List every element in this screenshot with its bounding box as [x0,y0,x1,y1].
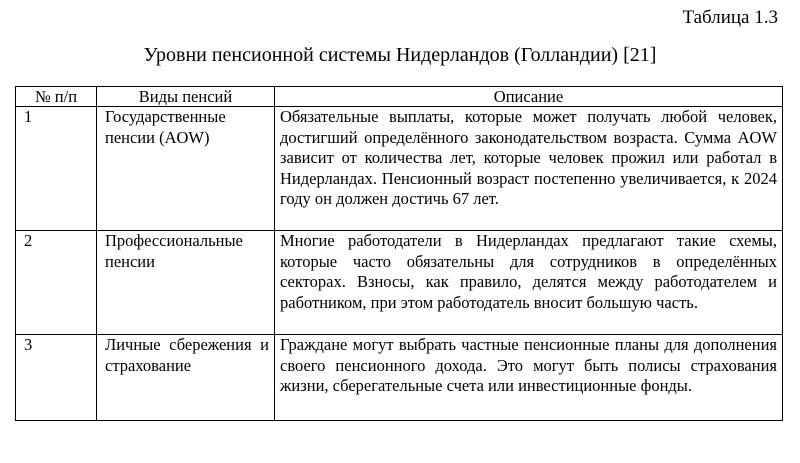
pension-levels-table [15,86,783,421]
row-num: 1 [16,107,97,231]
row-description: Обязательные выплаты, которые может получать любой человек, достигший определённого законодательством возраста. Сумма AOW зависит от количества лет, которые человек прожил или работал в Нидерландах. Пенсионный возраст постепенно увеличивается, к 2024 году он должен достичь 67 лет. [275,107,783,231]
header-kind: Виды пенсий [97,87,275,107]
row-num: 2 [16,231,97,335]
table-row [16,231,783,335]
header-description: Описание [275,87,783,107]
table-header-row [16,87,783,107]
header-num: № п/п [16,87,97,107]
row-description: Многие работодатели в Нидерландах предлагают такие схемы, которые часто обязательны для сотрудников в определённых секторах. Взносы, как правило, делятся между работодателем и работником, при этом работодатель вносит большую часть. [275,231,783,335]
row-num: 3 [16,335,97,421]
row-kind: Государственные пенсии (AOW) [97,107,275,231]
row-kind: Личные сбережения и страхование [97,335,275,421]
row-description: Граждане могут выбрать частные пенсионные планы для дополнения своего пенсионного дохода. Это могут быть полисы страхования жизни, сберегательные счета или инвестиционные фонды. [275,335,783,421]
table-title: Уровни пенсионной системы Нидерландов (Голландии) [21] [143,44,657,66]
row-kind: Профессиональные пенсии [97,231,275,335]
table-row [16,335,783,421]
table-number: Таблица 1.3 [682,7,778,28]
table-row [16,107,783,231]
